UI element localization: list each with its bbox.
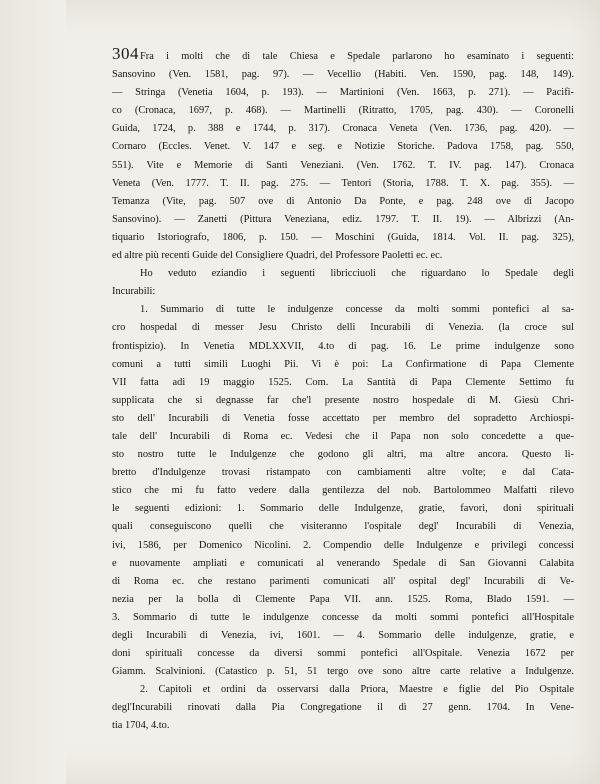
text-line: 551). Vite e Memorie di Santi Veneziani. (Ven. 1762. T. IV. pag. 147). Cronaca	[112, 159, 574, 171]
text-line: Giamm. Scalvinioni. (Catastico p. 51, 51 tergo ove sono altre carte relative a Indulgenze.	[112, 666, 574, 678]
text-line: stico che mi fu fatto vedere dalla gentilezza del nob. Bartolommeo Malfatti rilevo	[112, 485, 574, 497]
text-line: sto dell' Incurabili di Venetia fosse accettato per membro del sopradetto Archiospi-	[112, 412, 574, 424]
text-line: VII fatta adi 19 maggio 1525. Com. La Santità di Papa Clemente Settimo fu	[112, 376, 574, 388]
text-line: Temanza (Vite, pag. 507 ove di Antonio Da Ponte, e pag. 248 ove di Jacopo	[112, 195, 574, 207]
text-line: Sansovino (Ven. 1581, pag. 97). — Vecellio (Habiti. Ven. 1590, pag. 148, 149).	[112, 69, 574, 81]
text-line: tiquario Istoriografo, 1806, p. 150. — Moschini (Guida, 1814. Vol. II. pag. 325),	[112, 231, 574, 243]
text-line: comuni a tutti simili Luoghi Pii. Vi è poi: La Confirmatione di Papa Clemente	[112, 358, 574, 370]
text-line: tia 1704, 4.to.	[112, 720, 170, 732]
text-line: e nuovamente ampliati e comunicati al venerando Spedale di San Giovanni Calabita	[112, 557, 574, 569]
text-line: Veneta (Ven. 1777. T. II. pag. 275. — Tentori (Storia, 1788. T. X. pag. 355). —	[112, 177, 574, 189]
text-line: degli Incurabili di Venezia, ivi, 1601. — 4. Sommario delle indulgenze, gratie, e	[112, 630, 574, 641]
text-line: Guida, 1724, p. 388 e 1744, p. 317). Cronaca Veneta (Ven. 1736, pag. 420). —	[112, 123, 574, 135]
page-gutter-shadow	[0, 0, 66, 784]
body-text	[112, 48, 574, 736]
text-line: nezia per la bolla di Clemente Papa VII. ann. 1525. Roma, Blado 1591. —	[112, 593, 574, 605]
text-line: — Stringa (Venetia 1604, p. 193). — Martinioni (Ven. 1663, p. 271). — Pacifi-	[112, 87, 574, 99]
text-line: 3. Sommario di tutte le indulgenze concesse da molti sommi pontefici all'Hospitale	[112, 611, 574, 623]
text-line: ivi, 1586, per Domenico Nicolini. 2. Compendio delle Indulgenze e privilegi concessi	[112, 539, 574, 551]
text-line: supplicata che si degnasse far che'l presente nostro hospedale di M. Giesù Chri-	[112, 394, 574, 406]
page-number: 304	[112, 44, 139, 63]
text-line: doni spirituali concesse da diversi sommi pontefici all'Ospitale. Venezia 1672 per	[112, 648, 574, 660]
text-line: Fra i molti che di tale Chiesa e Spedale parlarono ho esaminato i seguenti:	[140, 51, 574, 62]
text-line: frontispizio). In Venetia MDLXXVII, 4.to di pag. 16. Le prime indulgenze sono	[112, 340, 574, 352]
text-line: bretto d'Indulgenze trovasi ristampato con cambiamenti altre volte; e dal Cata-	[112, 467, 574, 479]
text-line: Ho veduto eziandio i seguenti libricciuoli che riguardano lo Spedale degli	[140, 268, 574, 280]
text-line: 2. Capitoli et ordini da osservarsi dalla Priora, Maestre e figlie del Pio Ospitale	[140, 684, 574, 696]
text-line: di Roma ec. che restano parimenti comunicati all' ospital degl' Incurabili di Ve-	[112, 575, 574, 587]
text-line: Sansovino). — Zanetti (Pittura Veneziana, ediz. 1797. T. II. 19). — Albrizzi (An-	[112, 213, 574, 225]
text-line: Incurabili:	[112, 286, 156, 298]
text-line: cro hospedal di messer Jesu Christo delli Incurabili di Venezia. (la croce sul	[112, 322, 574, 334]
text-line: quali conseguiscono quelli che visiteranno l'ospitale degl' Incurabili di Venezia,	[112, 521, 574, 533]
text-line: Cornaro (Eccles. Venet. V. 147 e seg. e Notizie Storiche. Padova 1758, pag. 550,	[112, 141, 574, 153]
text-line: 1. Summario di tutte le indulgenze concesse da molti sommi pontefici al sa-	[140, 304, 574, 316]
text-line: tale dell' Incurabili di Roma ec. Vedesi che il Papa non solo concedette a que-	[112, 430, 574, 442]
text-line: degl'Incurabili rinovati dalla Pia Congregatione il dì 27 genn. 1704. In Vene-	[112, 702, 574, 714]
text-line: ed altre più recenti Guide del Consigliere Quadri, del Professore Paoletti ec. ec.	[112, 250, 443, 262]
text-line: co (Cronaca, 1697, p. 468). — Martinelli (Ritratto, 1705, pag. 430). — Coronelli	[112, 105, 574, 117]
text-line: le seguenti edizioni: 1. Sommario delle Indulgenze, gratie, favori, doni spirituali	[112, 503, 574, 515]
text-line: sto nostro tutte le Indulgenze che godono gli altri, ma altre ancora. Questo li-	[112, 449, 574, 461]
